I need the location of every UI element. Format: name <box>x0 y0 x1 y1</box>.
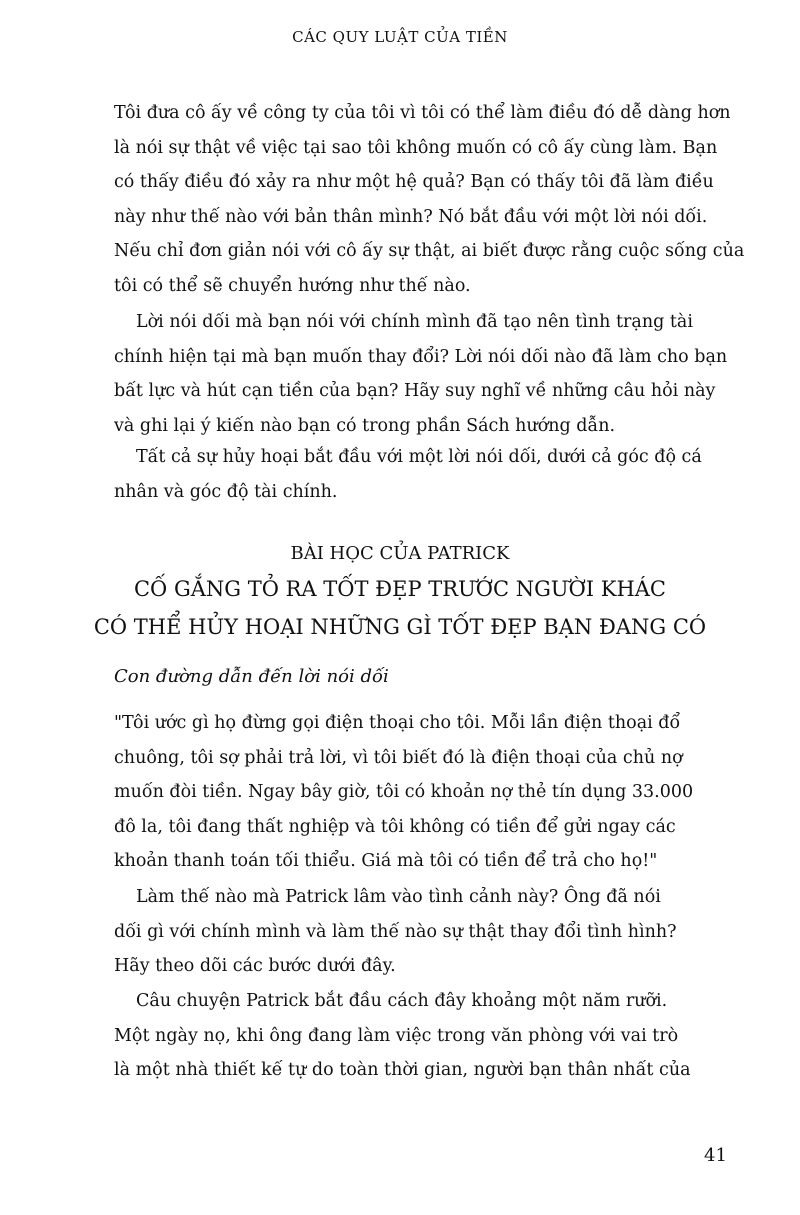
text-line: dối gì với chính mình và làm thế nào sự thật thay đổi tình hình? <box>114 921 677 942</box>
text-line: tôi có thể sẽ chuyển hướng như thế nào. <box>114 275 471 296</box>
text-line: Câu chuyện Patrick bắt đầu cách đây khoảng một năm rưỡi. <box>136 991 668 1011</box>
paragraph-6 <box>114 984 714 1088</box>
quote-paragraph <box>114 706 714 879</box>
page-number: 41 <box>704 1145 727 1166</box>
text-line: Làm thế nào mà Patrick lâm vào tình cảnh này? Ông đã nói <box>136 887 661 907</box>
text-line: chính hiện tại mà bạn muốn thay đổi? Lời nói dối nào đã làm cho bạn <box>114 346 728 367</box>
lesson-line-1: CỐ GẮNG TỎ RA TỐT ĐẸP TRƯỚC NGƯỜI KHÁC <box>133 577 666 601</box>
text-line: khoản thanh toán tối thiểu. Giá mà tôi có tiền để trả cho họ!" <box>114 851 658 871</box>
text-line: Tất cả sự hủy hoại bắt đầu với một lời nói dối, dưới cả góc độ cá <box>136 447 702 467</box>
text-line: có thấy điều đó xảy ra như một hệ quả? Bạn có thấy tôi đã làm điều <box>114 172 714 192</box>
text-line: đô la, tôi đang thất nghiệp và tôi không có tiền để gửi ngay các <box>114 816 676 837</box>
text-line: muốn đòi tiền. Ngay bây giờ, tôi có khoản nợ thẻ tín dụng 33.000 <box>114 782 694 802</box>
text-line: Tôi đưa cô ấy về công ty của tôi vì tôi có thể làm điều đó dễ dàng hơn <box>114 103 731 123</box>
text-line: bất lực và hút cạn tiền của bạn? Hãy suy nghĩ về những câu hỏi này <box>114 381 716 401</box>
section-subtitle: Con đường dẫn đến lời nói dối <box>114 666 389 687</box>
text-line: Hãy theo dõi các bước dưới đây. <box>114 956 396 976</box>
text-line: và ghi lại ý kiến nào bạn có trong phần Sách hướng dẫn. <box>114 415 616 436</box>
text-line: là một nhà thiết kế tự do toàn thời gian, người bạn thân nhất của <box>114 1060 691 1080</box>
paragraph-2 <box>114 305 728 443</box>
paragraph-3 <box>114 440 714 509</box>
lesson-heading <box>0 538 800 646</box>
lesson-title: BÀI HỌC CỦA PATRICK <box>290 543 510 564</box>
text-line: "Tôi ước gì họ đừng gọi điện thoại cho tôi. Mỗi lần điện thoại đổ <box>114 713 681 733</box>
text-line: Nếu chỉ đơn giản nói với cô ấy sự thật, ai biết được rằng cuộc sống của <box>114 241 745 261</box>
text-line: Một ngày nọ, khi ông đang làm việc trong văn phòng với vai trò <box>114 1025 679 1046</box>
text-line: là nói sự thật về việc tại sao tôi không muốn có cô ấy cùng làm. Bạn <box>114 137 718 158</box>
lesson-line-2: CÓ THỂ HỦY HOẠI NHỮNG GÌ TỐT ĐẸP BẠN ĐANG CÓ <box>93 615 707 639</box>
running-head: CÁC QUY LUẬT CỦA TIỀN <box>292 28 508 46</box>
text-line: chuông, tôi sợ phải trả lời, vì tôi biết đó là điện thoại của chủ nợ <box>114 747 683 768</box>
paragraph-1 <box>114 96 745 303</box>
text-line: nhân và góc độ tài chính. <box>114 481 338 502</box>
paragraph-5 <box>114 880 714 984</box>
text-line: Lời nói dối mà bạn nói với chính mình đã tạo nên tình trạng tài <box>136 312 693 332</box>
text-line: này như thế nào với bản thân mình? Nó bắt đầu với một lời nói dối. <box>114 206 708 227</box>
